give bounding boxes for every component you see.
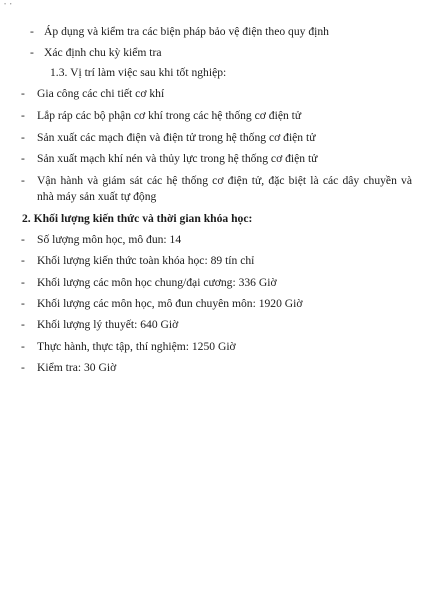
- list-item: Áp dụng và kiểm tra các biện pháp bảo vệ điện theo quy định: [44, 25, 329, 38]
- subsection-heading: 1.3. Vị trí làm việc sau khi tốt nghiệp:: [50, 66, 227, 79]
- list-item: Xác định chu kỳ kiểm tra: [44, 46, 162, 59]
- bullet-dash: -: [21, 361, 25, 374]
- bullet-dash: -: [21, 318, 25, 331]
- bullet-dash: -: [30, 25, 34, 38]
- bullet-dash: -: [21, 152, 25, 165]
- list-item: Khối lượng các môn học, mô đun chuyên môn: 1920 Giờ: [37, 297, 303, 310]
- bullet-dash: -: [21, 109, 25, 122]
- bullet-dash: -: [30, 46, 34, 59]
- list-item: Thực hành, thực tập, thí nghiệm: 1250 Giờ: [37, 340, 236, 353]
- bullet-dash: -: [21, 174, 25, 187]
- list-item: Số lượng môn học, mô đun: 14: [37, 233, 182, 246]
- list-item: Lắp ráp các bộ phận cơ khí trong các hệ thống cơ điện tử: [37, 109, 302, 122]
- bullet-dash: -: [21, 254, 25, 267]
- list-item: Khối lượng kiến thức toàn khóa học: 89 tín chỉ: [37, 254, 255, 267]
- corner-marks: • •: [4, 2, 13, 8]
- bullet-dash: -: [21, 297, 25, 310]
- section-heading: 2. Khối lượng kiến thức và thời gian khóa học:: [22, 212, 253, 225]
- list-item: Sản xuất mạch khí nén và thủy lực trong hệ thống cơ điện tử: [37, 152, 318, 165]
- bullet-dash: -: [21, 87, 25, 100]
- list-item: Vận hành và giám sát các hệ thống cơ điện tử, đặc biệt là các dây chuyền và: [37, 174, 412, 187]
- list-item: Sản xuất các mạch điện và điện tử trong hệ thống cơ điện tử: [37, 131, 316, 144]
- list-item: Khối lượng các môn học chung/đại cương: 336 Giờ: [37, 276, 277, 289]
- bullet-dash: -: [21, 131, 25, 144]
- bullet-dash: -: [21, 233, 25, 246]
- list-item: Khối lượng lý thuyết: 640 Giờ: [37, 318, 179, 331]
- list-item-continuation: nhà máy sản xuất tự động: [37, 190, 157, 203]
- bullet-dash: -: [21, 276, 25, 289]
- bullet-dash: -: [21, 340, 25, 353]
- list-item: Kiểm tra: 30 Giờ: [37, 361, 117, 374]
- list-item: Gia công các chi tiết cơ khí: [37, 87, 165, 100]
